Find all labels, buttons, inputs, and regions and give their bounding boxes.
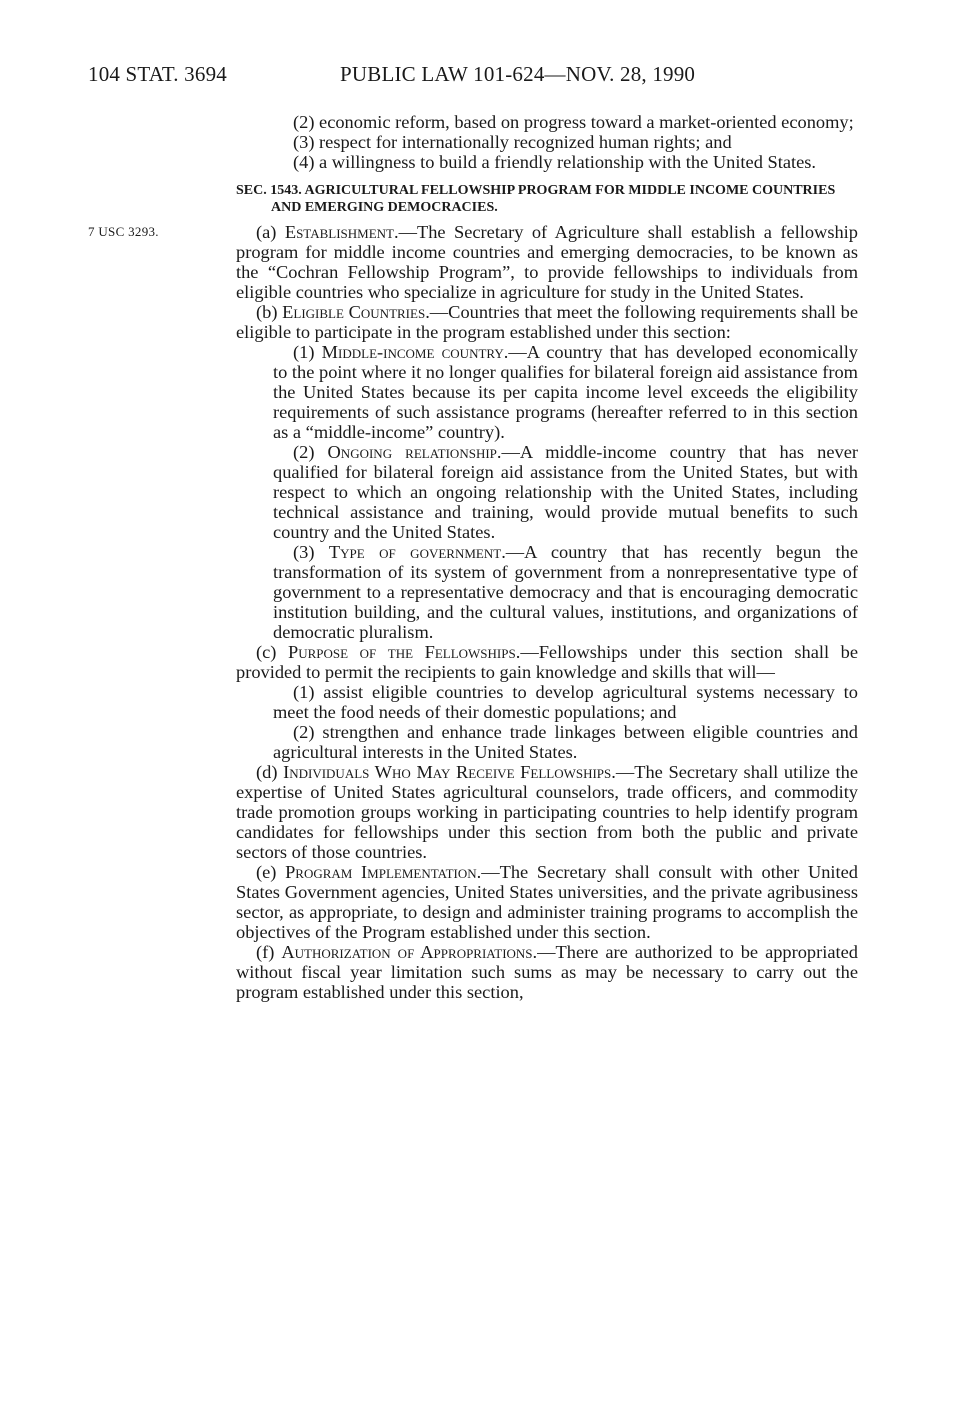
subsection-a-heading: Establishment <box>284 222 394 242</box>
paragraph-b1 <box>236 342 858 442</box>
paragraph-b3-heading: Type of government <box>328 542 502 562</box>
section-title: AGRICULTURAL FELLOWSHIP PROGRAM FOR MIDDLE INCOME COUNTRIES AND EMERGING DEMOCRACIES. <box>271 183 836 215</box>
paragraph-b3-text: .—A country that has recently begun the transformation of its system of government from a nonrepresentative type of government to a representative democracy and that is encouraging democratic institution building, and the cultural values, institutions, and organizations of democratic pluralism. <box>273 542 858 642</box>
paragraph-b1-heading: Middle-income country <box>321 342 504 362</box>
subsection-a <box>236 222 858 302</box>
paragraph-b1-text: .—A country that has developed economically to the point where it no longer qualifies for bilateral foreign aid assistance from the United States because its per capita income level exceeds the eligibility requirements of such assistance programs (hereafter referred to in this section as a “middle-income” country). <box>273 342 858 442</box>
subsection-f-text: .—There are authorized to be appropriated without fiscal year limitation such sums as may be necessary to carry out the program established under this section, <box>236 942 858 1002</box>
subsection-d-label: (d) <box>256 762 284 782</box>
public-law-citation: PUBLIC LAW 101-624—NOV. 28, 1990 <box>340 62 696 86</box>
paragraph-b3 <box>236 542 858 642</box>
subsection-e-text: .—The Secretary shall consult with other United States Government agencies, United States universities, and the private agribusiness sector, as appropriate, to design and administer training programs to accomplish the objectives of the Program established under this section. <box>236 862 859 942</box>
subsection-a-label: (a) <box>256 222 285 242</box>
paragraph-c1: (1) assist eligible countries to develop agricultural systems necessary to meet the food needs of their domestic populations; and <box>273 682 858 722</box>
intro-paragraph-4: (4) a willingness to build a friendly relationship with the United States. <box>293 152 817 172</box>
statute-body <box>236 112 858 1002</box>
subsection-a-text: .—The Secretary of Agriculture shall establish a fellowship program for middle income countries and emerging democracies, to be known as the “Cochran Fellowship Program”, to provide fellowships to individuals from eligible countries who specialize in agriculture for study in the United States. <box>236 222 858 302</box>
paragraph-b2-heading: Ongoing relationship <box>327 442 497 462</box>
intro-paragraph-2: (2) economic reform, based on progress toward a market-oriented economy; <box>293 112 854 132</box>
paragraph-b3-label: (3) <box>293 542 329 562</box>
subsection-c-heading: Purpose of the Fellowships <box>287 642 516 662</box>
subsection-e-heading: Program Implementation <box>285 862 477 882</box>
subsection-b-heading: Eligible Countries <box>282 302 426 322</box>
subsection-b-text: .—Countries that meet the following requirements shall be eligible to participate in the program established under this section: <box>236 302 858 342</box>
paragraph-b1-label: (1) <box>293 342 322 362</box>
subsection-d <box>236 762 858 862</box>
subsection-c-label: (c) <box>256 642 288 662</box>
paragraph-b2 <box>236 442 858 542</box>
subsection-e-label: (e) <box>256 862 286 882</box>
section-heading <box>236 182 858 216</box>
paragraph-b2-label: (2) <box>293 442 328 462</box>
section-number: SEC. 1543. <box>236 183 302 198</box>
subsection-f <box>236 942 858 1002</box>
subsection-c <box>236 642 858 682</box>
margin-note-usc: 7 USC 3293. <box>88 224 159 239</box>
subsection-d-text: .—The Secretary shall utilize the expertise of United States agricultural counselors, trade officers, and commodity trade promotion groups working in participating countries to help identify program candidates for fellowships under this section from both the public and private sectors of those countries. <box>236 762 858 862</box>
subsection-f-label: (f) <box>256 942 282 962</box>
subsection-b-label: (b) <box>256 302 283 322</box>
paragraph-c2: (2) strengthen and enhance trade linkages between eligible countries and agricultural interests in the United States. <box>273 722 858 762</box>
stat-citation: 104 STAT. 3694 <box>88 62 227 86</box>
intro-paragraph-3: (3) respect for internationally recognized human rights; and <box>293 132 732 152</box>
subsection-c-text: .—Fellowships under this section shall be provided to permit the recipients to gain knowledge and skills that will— <box>236 642 858 682</box>
subsection-d-heading: Individuals Who May Receive Fellowships <box>283 762 612 782</box>
subsection-e <box>236 862 858 942</box>
subsection-b <box>236 302 858 342</box>
paragraph-b2-text: .—A middle-income country that has never qualified for bilateral foreign aid assistance from the United States, but with respect to which an ongoing relationship with the United States, including technical assistance and training, would provide mutual benefits to such country and the United States. <box>273 442 858 542</box>
subsection-f-heading: Authorization of Appropriations <box>281 942 533 962</box>
